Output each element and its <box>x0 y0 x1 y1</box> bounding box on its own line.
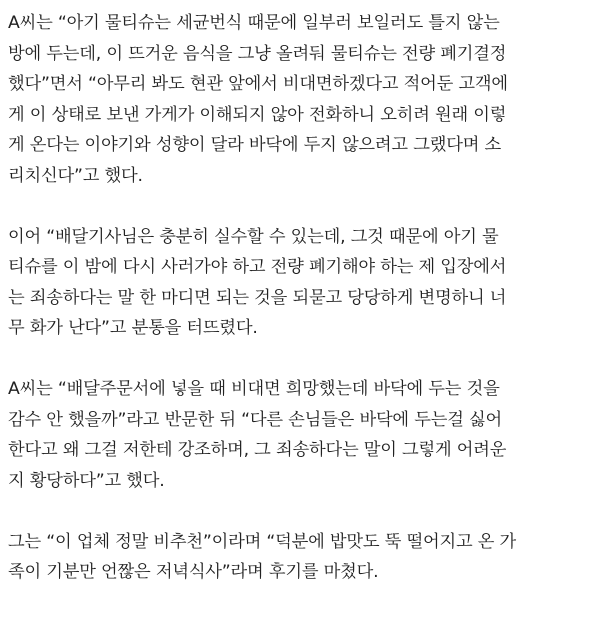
paragraph-4 <box>8 527 612 588</box>
text-line: A씨는 “배달주문서에 넣을 때 비대면 희망했는데 바닥에 두는 것을 <box>8 379 500 399</box>
article-body <box>8 8 612 588</box>
text-line: 한다고 왜 그걸 저한테 강조하며, 그 죄송하다는 말이 그렇게 어려운 <box>8 440 507 460</box>
text-line: 이어 “배달기사님은 충분히 실수할 수 있는데, 그것 때문에 아기 물 <box>8 226 499 247</box>
text-line: 했다”면서 “아무리 봐도 현관 앞에서 비대면하겠다고 적어둔 고객에 <box>8 74 508 94</box>
text-line: A씨는 “아기 물티슈는 세균번식 때문에 일부러 보일러도 틀지 않는 <box>8 13 500 33</box>
text-line: 티슈를 이 밤에 다시 사러가야 하고 전량 폐기해야 하는 제 입장에서 <box>8 257 507 277</box>
text-line: 리치신다”고 했다. <box>8 165 143 186</box>
text-line: 무 화가 난다”고 분통을 터뜨렸다. <box>8 318 258 338</box>
text-line: 그는 “이 업체 정말 비추천”이라며 “덕분에 밥맛도 뚝 떨어지고 온 가 <box>8 531 517 552</box>
text-line: 방에 두는데, 이 뜨거운 음식을 그냥 올려둬 물티슈는 전량 폐기결정 <box>8 43 507 64</box>
paragraph-2 <box>8 222 612 344</box>
text-line: 족이 기분만 언짢은 저녁식사”라며 후기를 마쳤다. <box>8 562 379 582</box>
paragraph-3 <box>8 374 612 496</box>
text-line: 게 이 상태로 보낸 가게가 이해되지 않아 전화하니 오히려 원래 이렇 <box>8 104 507 125</box>
text-line: 는 죄송하다는 말 한 마디면 되는 것을 되묻고 당당하게 변명하니 너 <box>8 287 507 308</box>
text-line: 게 온다는 이야기와 성향이 달라 바닥에 두지 않으려고 그랬다며 소 <box>8 135 501 155</box>
text-line: 지 황당하다”고 했다. <box>8 470 165 491</box>
paragraph-1 <box>8 8 612 191</box>
text-line: 감수 안 했을까”라고 반문한 뒤 “다른 손님들은 바닥에 두는걸 싫어 <box>8 409 502 430</box>
